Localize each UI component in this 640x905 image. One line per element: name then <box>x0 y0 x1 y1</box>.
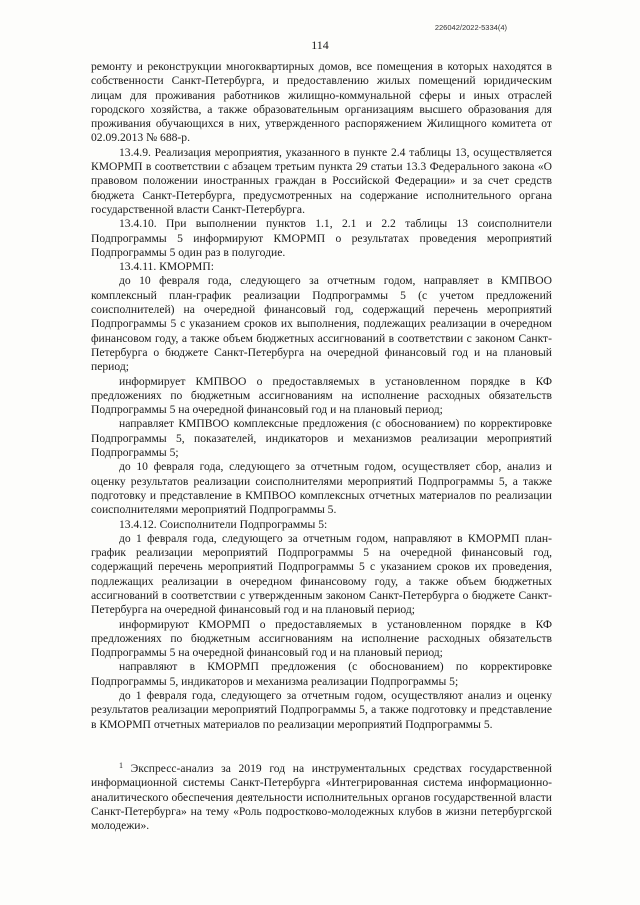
footnote-paragraph <box>91 759 552 833</box>
paragraph-coexec-item-2: информируют КМОРМП о предоставляемых в установленном порядке в КФ предложениях по бюджетным ассигнованиям на исполнение расходных обязательств Подпрограммы 5 на очередной финансовый год и на плановый период; <box>91 617 552 660</box>
paragraph-coexec-item-3: направляют в КМОРМП предложения (с обоснованием) по корректировке Подпрограммы 5, индикаторов и механизма реализации Подпрограммы 5; <box>91 660 552 688</box>
paragraph-coexec-item-1: до 1 февраля года, следующего за отчетным годом, направляют в КМОРМП план-график реализации мероприятий Подпрограммы 5 на очередной финансовый год, содержащий перечень мероприятий Подпрограммы 5 с указанием сроков их проведения, подлежащих реализации в очередном финансовому году, а также объем бюджетных ассигнований в соответствии с утвержденным законом Санкт-Петербурга о бюджете Санкт-Петербурга на очередной финансовый год и на плановый период; <box>91 531 552 617</box>
paragraph-kmormp-item-4: до 10 февраля года, следующего за отчетным годом, осуществляет сбор, анализ и оценку результатов реализации соисполнителями мероприятий Подпрограммы 5, а также подготовку и представление в КМПВОО комплексных отчетных материалов по реализации соисполнителями мероприятий Подпрограммы 5. <box>91 460 552 517</box>
paragraph-kmormp-item-3: направляет КМПВОО комплексные предложения (с обоснованием) по корректировке Подпрограммы 5, показателей, индикаторов и механизмов реализации мероприятий Подпрограммы 5; <box>91 417 552 460</box>
document-number: 226042/2022-5334(4) <box>434 23 507 32</box>
document-body <box>91 60 552 732</box>
footnote <box>91 759 552 833</box>
page-number: 114 <box>311 38 329 52</box>
paragraph-coexec-item-4: до 1 февраля года, следующего за отчетным годом, осуществляют анализ и оценку результатов реализации мероприятий Подпрограммы 5, а также подготовку и представление в КМОРМП отчетных материалов по реализации мероприятий Подпрограммы 5. <box>91 689 552 731</box>
paragraph-13-4-10: 13.4.10. При выполнении пунктов 1.1, 2.1 и 2.2 таблицы 13 соисполнители Подпрограммы 5 информируют КМОРМП о результатах проведения мероприятий Подпрограммы 5 один раз в полугодие. <box>91 217 552 259</box>
paragraph-13-4-11-heading: 13.4.11. КМОРМП: <box>119 260 214 274</box>
paragraph-13-4-12-heading: 13.4.12. Соисполнители Подпрограммы 5: <box>119 517 328 531</box>
footnote-marker: 1 <box>119 761 123 770</box>
paragraph-kmormp-item-2: информирует КМПВОО о предоставляемых в установленном порядке в КФ предложениях по бюджетным ассигнованиям на исполнение расходных обязательств Подпрограммы 5 на очередной финансовый год и на плановый период; <box>91 374 552 417</box>
paragraph-13-4-9: 13.4.9. Реализация мероприятия, указанного в пункте 2.4 таблицы 13, осуществляется КМОРМП в соответствии с абзацем третьим пункта 29 статьи 13.3 Федерального закона «О правовом положении иностранных граждан в Российской Федерации» и за счет средств бюджета Санкт-Петербурга, предусмотренных на содержание исполнительного органа государственной власти Санкт-Петербурга. <box>91 145 552 216</box>
paragraph-continuation: ремонту и реконструкции многоквартирных домов, все помещения в которых находятся в собственности Санкт-Петербурга, и предоставлению жилых помещений юридическим лицам для проживания работников жилищно-коммунальной сферы и иных отраслей городского хозяйства, а также образовательным организациям высшего образования для проживания обучающихся в них, утвержденного распоряжением Жилищного комитета от 02.09.2013 № 688-р. <box>91 60 552 145</box>
footnote-text: Экспресс-анализ за 2019 год на инструментальных средствах государственной информационной системы Санкт-Петербурга «Интегрированная система информационно-аналитического обеспечения деятельности исполнительных органов государственной власти Санкт-Петербурга» на тему «Роль подростково-молодежных клубов в жизни петербургской молодежи». <box>91 762 552 833</box>
paragraph-kmormp-item-1: до 10 февраля года, следующего за отчетным годом, направляет в КМПВОО комплексный план-график реализации Подпрограммы 5 (с учетом предложений соисполнителей) на очередной финансовый год, содержащий перечень мероприятий Подпрограммы 5 с указанием сроков их выполнения, подлежащих реализации в очередном финансовом году, а также объем бюджетных ассигнований в соответствии с законом Санкт-Петербурга о бюджете Санкт-Петербурга на очередной финансовый год и на плановый период; <box>91 274 552 374</box>
